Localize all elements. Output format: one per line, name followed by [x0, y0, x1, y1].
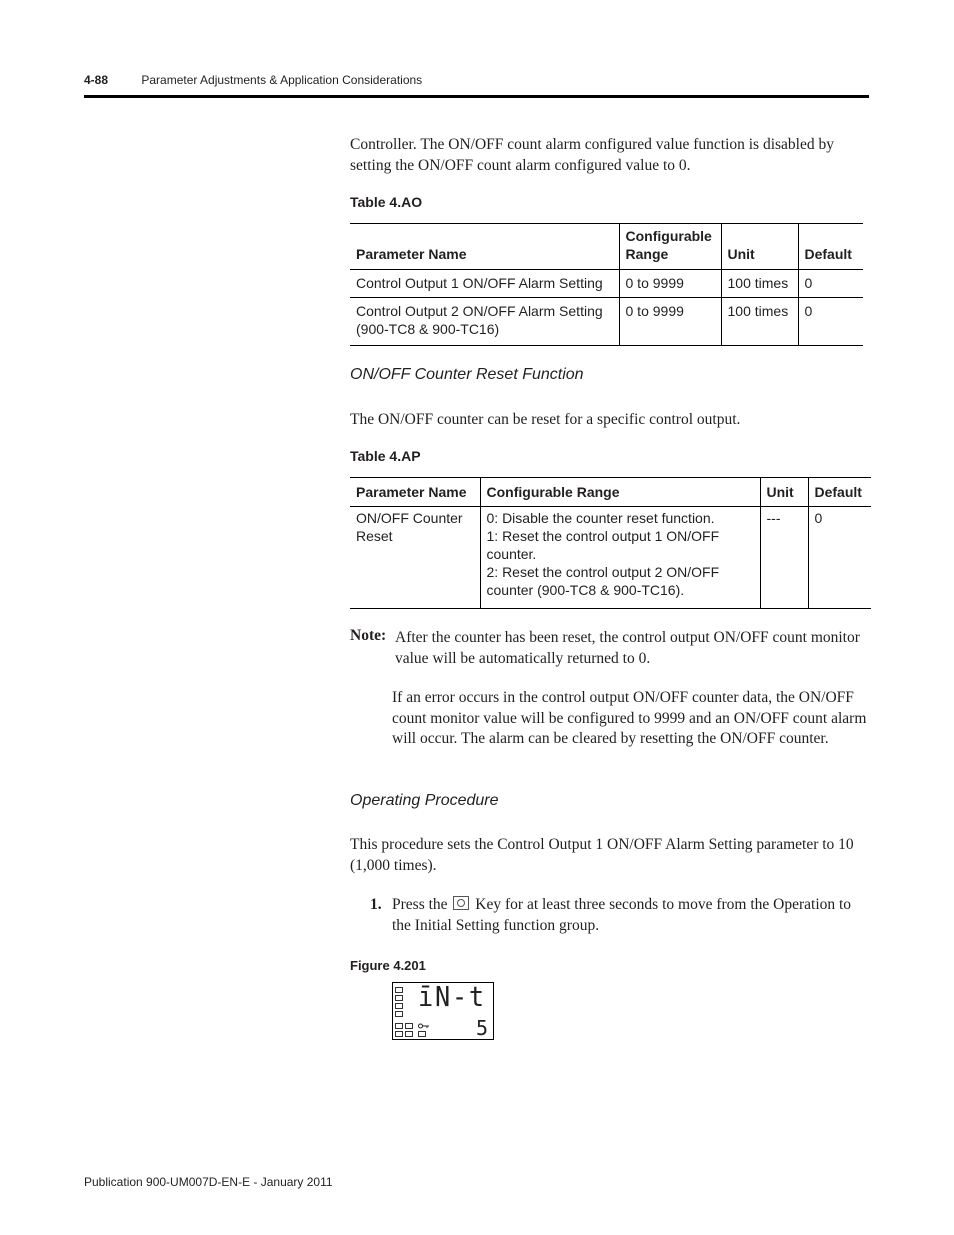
level-key-icon [453, 896, 469, 910]
publication-footer: Publication 900-UM007D-EN-E - January 2011 [84, 1175, 333, 1189]
table-cell [480, 507, 760, 609]
column-header: Default [808, 478, 871, 507]
display-sub-readout: 5 [476, 1016, 489, 1040]
column-header: Unit [760, 478, 808, 507]
column-header: Unit [721, 224, 798, 270]
table-header-row [350, 224, 863, 270]
indicator-led [395, 1011, 403, 1017]
column-header: Configurable Range [619, 224, 721, 270]
step-text-before: Press the [392, 896, 448, 913]
range-line: 1: Reset the control output 1 ON/OFF counter. [486, 528, 720, 562]
table-row [350, 507, 871, 609]
column-header: Parameter Name [356, 246, 467, 262]
table-header-row [350, 478, 871, 507]
table-ao-label: Table 4.AO [350, 194, 423, 210]
table-ao [350, 223, 863, 346]
column-header: Configurable Range [480, 478, 760, 507]
table-row [350, 270, 863, 298]
reset-function-heading: ON/OFF Counter Reset Function [350, 366, 584, 383]
table-ap [350, 477, 871, 609]
table-cell: Control Output 2 ON/OFF Alarm Setting (900-TC8 & 900-TC16) [356, 303, 603, 337]
table-cell: ON/OFF Counter Reset [356, 510, 463, 544]
table-cell: 100 times [721, 298, 798, 346]
table-row [350, 298, 863, 346]
note-text: After the counter has been reset, the control output ON/OFF count monitor value will be automatically returned to 0. [395, 629, 860, 667]
indicator-led [395, 1003, 403, 1009]
table-cell: Control Output 1 ON/OFF Alarm Setting [356, 275, 603, 291]
indicator-led [405, 1023, 413, 1029]
column-header: Default [798, 224, 863, 270]
running-header [84, 73, 422, 87]
table-ap-label: Table 4.AP [350, 448, 421, 464]
table-cell: 0 [798, 270, 863, 298]
range-line: 0: Disable the counter reset function. [486, 510, 715, 526]
table-cell: --- [760, 507, 808, 609]
display-main-readout: īN-t [418, 980, 486, 1013]
intro-paragraph: Controller. The ON/OFF count alarm configured value function is disabled by setting the ON/OFF count alarm configured value to 0. [350, 136, 834, 174]
reset-function-text: The ON/OFF counter can be reset for a specific control output. [350, 411, 741, 428]
table-cell: 0 to 9999 [619, 270, 721, 298]
indicator-led [395, 1031, 403, 1037]
procedure-text: This procedure sets the Control Output 1 ON/OFF Alarm Setting parameter to 10 (1,000 times). [350, 836, 854, 874]
page-number: 4-88 [84, 73, 109, 87]
indicator-led [395, 987, 403, 993]
step-text [392, 895, 870, 936]
indicator-led [405, 1031, 413, 1037]
table-cell: 0 [798, 298, 863, 346]
note-label: Note: [350, 627, 387, 644]
step-number: 1. [370, 896, 382, 913]
step-text-after: Key for at least three seconds to move from the Operation to the Initial Setting function group. [392, 896, 852, 934]
indicator-led [395, 995, 403, 1001]
key-icon [418, 1023, 430, 1029]
indicator-led [418, 1031, 426, 1037]
table-cell: 0 [808, 507, 871, 609]
operating-procedure-heading: Operating Procedure [350, 792, 499, 809]
note-error-text: If an error occurs in the control output ON/OFF counter data, the ON/OFF count monitor value will be configured to 9999 and an ON/OFF count alarm will occur. The alarm can be cleared by resetting the ON/OFF counter. [392, 689, 867, 747]
range-line: 2: Reset the control output 2 ON/OFF counter (900-TC8 & 900-TC16). [486, 564, 720, 598]
indicator-led [395, 1023, 403, 1029]
table-cell: 0 to 9999 [619, 298, 721, 346]
figure-label: Figure 4.201 [350, 958, 426, 973]
procedure-step [370, 895, 870, 936]
section-title: Parameter Adjustments & Application Considerations [141, 73, 423, 87]
table-cell: 100 times [721, 270, 798, 298]
column-header: Parameter Name [356, 484, 467, 500]
header-rule [84, 95, 869, 98]
